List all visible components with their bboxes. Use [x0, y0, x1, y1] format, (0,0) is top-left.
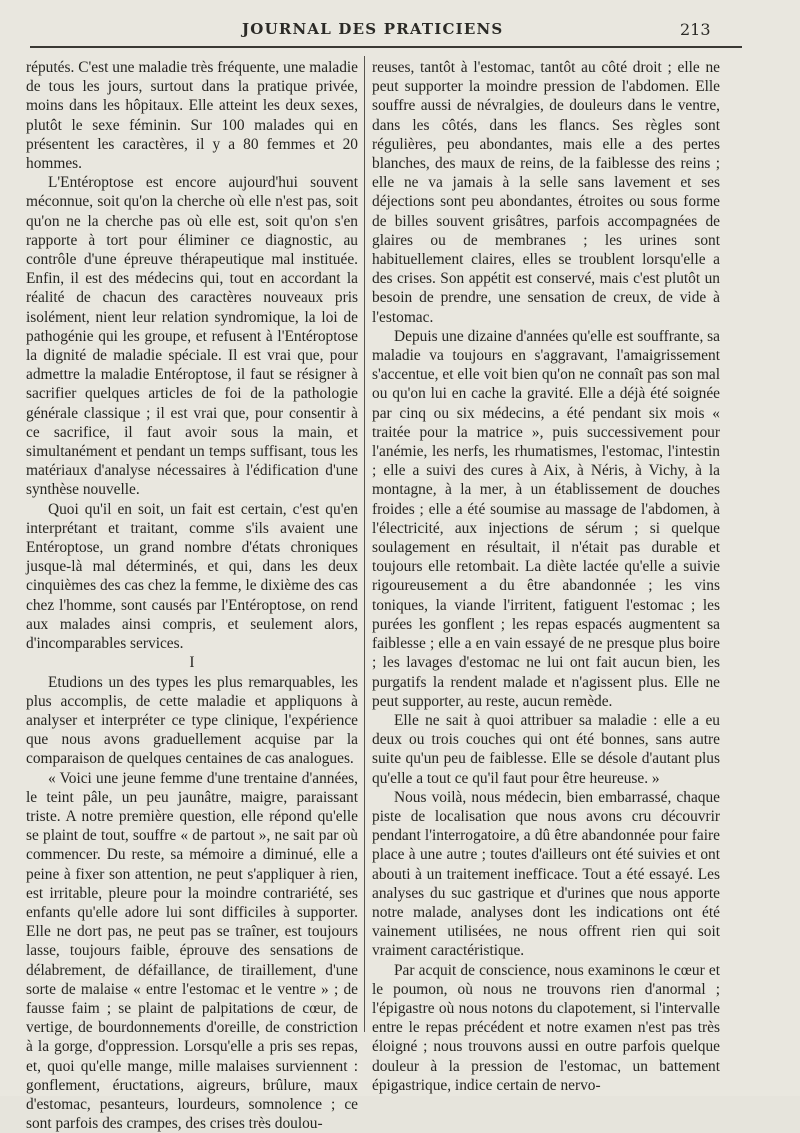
- paragraph: reuses, tantôt à l'estomac, tantôt au côté droit ; elle ne peut supporter la moindre pression de l'abdomen. Elle souffre aussi de névralgies, de douleurs dans le ventre, dans les côtés, dans les flancs. Ses règles sont régulières, peu abondantes, mais elle a des pertes blanches, des maux de reins, de la faiblesse des reins ; elle ne va jamais à la selle sans lavement et ses déjections sont peu abondantes, étroites ou sous forme de billes souvent grisâtres, parfois accompagnées de glaires ou de membranes ; les urines sont habituellement claires, elles se troublent lorsqu'elle a des crises. Son appétit est conservé, mais c'est plutôt un besoin de prendre, une sensation de creux, de vide à l'estomac.: [372, 59, 720, 326]
- paragraph: « Voici une jeune femme d'une trentaine d'années, le teint pâle, un peu jaunâtre, maigre, paraissant triste. A notre première question, elle répond qu'elle se plaint de tout, souffre « de partout », ne sait par où commencer. Du reste, sa mémoire a diminué, elle a peine à fixer son attention, ne peut s'appliquer à rien, est irritable, pleure pour la moindre contrariété, ses enfants qu'elle adore lui sont difficiles à supporter. Elle ne dort pas, ne peut pas se traîner, est toujours lasse, toujours faible, éprouve des sensations de délabrement, de défaillance, de tiraillement, d'une sorte de malaise « entre l'estomac et le ventre » ; de fausse faim ; se plaint de palpitations de cœur, de vertige, de bourdonnements d'oreille, de constriction à la gorge, d'oppression. Lorsqu'elle a pris ses repas, et, quoi qu'elle mange, mille malaises surviennent : gonflement, éructations, aigreurs, brûlure, maux d'estomac, pesanteurs, lourdeurs, somnolence ; ce sont parfois des crampes, des crises très doulou-: [26, 769, 358, 1133]
- paragraph: Depuis une dizaine d'années qu'elle est souffrante, sa maladie va toujours en s'aggravant, l'amaigrissement s'accentue, et elle voit bien qu'on ne connaît pas son mal ou qu'on lui en cache la gravité. Elle a déjà été soignée par cinq ou six médecins, a été pendant six mois « traitée pour la matrice », puis successivement pour l'anémie, les nerfs, les rhumatismes, l'estomac, l'intestin ; elle a suivi des cures à Aix, à Néris, à Vichy, à la montagne, à la mer, à un établissement de douches froides ; elle a été soumise au massage de l'abdomen, à l'électricité, aux injections de sérum ; si quelque soulagement en résultait, il n'était pas durable et toujours elle retombait. La diète lactée qu'elle a suivie rigoureusement a du être abandonnée ; les vins toniques, la viande l'irritent, fatiguent l'estomac ; les purées les gonflent ; les repas espacés augmentent sa faiblesse ; elle a en vain essayé de ne presque plus boire ; les lavages d'estomac ne lui ont fait aucun bien, les purgatifs la rendent malade et n'agissent plus. Elle ne peut supporter, au reste, aucun remède.: [372, 327, 720, 710]
- paragraph: réputés. C'est une maladie très fréquente, une maladie de tous les jours, surtout dans la pratique privée, moins dans les hôpitaux. Elle atteint les deux sexes, plutôt le sexe féminin. Sur 100 malades qui en présentent les caractères, il y a 80 femmes et 20 hommes.: [26, 59, 358, 173]
- column-divider: [364, 56, 365, 1032]
- running-title: JOURNAL DES PRATICIENS: [242, 20, 504, 38]
- paragraph: Quoi qu'il en soit, un fait est certain, c'est qu'en interprétant et traitant, comme s'ils avaient une Entéroptose, un grand nombre d'états chroniques jusque-là mal déterminés, et qui, dans les deux cinquièmes des cas chez la femme, le dixième des cas chez l'homme, sont causés par l'Entéroptose, on rend aux malades ainsi compris, et seulement alors, d'incomparables services.: [26, 500, 358, 653]
- paragraph: Par acquit de conscience, nous examinons le cœur et le poumon, où nous ne trouvons rien d'anormal ; l'épigastre où nous notons du clapotement, si l'intervalle entre le repas précédent et notre examen n'est pas très éloigné ; nous trouvons aussi en outre parfois quelque douleur à la pression de l'estomac, un battement épigastrique, indice certain de nervo-: [372, 961, 720, 1094]
- paragraph: Etudions un des types les plus remarquables, les plus accomplis, de cette maladie et appliquons à analyser et interpréter ce type clinique, l'expérience que nous avons graduellement acquise par la comparaison de quelques centaines de cas analogues.: [26, 673, 358, 768]
- paragraph: Elle ne sait à quoi attribuer sa maladie : elle a eu deux ou trois couches qui ont été bonnes, sans autre suite qu'un peu de faiblesse. Elle se désole d'autant plus qu'elle a tout ce qu'il faut pour être heureuse. »: [372, 711, 720, 787]
- left-column: [26, 58, 358, 1133]
- paragraph: Nous voilà, nous médecin, bien embarrassé, chaque piste de localisation que nous avons cru découvrir pendant l'interrogatoire, a dû être abandonnée pour faire place à une autre ; toutes d'ailleurs ont été suivies et ont abouti à un traitement inefficace. Tout a été essayé. Les analyses du suc gastrique et d'urines que nous apporte notre malade, analyses dont les indications ont été vainement utilisées, ne nous offrent rien qui soit vraiment caractéristique.: [372, 788, 720, 960]
- page-header: [0, 20, 800, 46]
- right-column: [372, 58, 720, 1095]
- page-number: 213: [680, 20, 711, 39]
- section-numeral: I: [189, 654, 195, 672]
- paragraph: L'Entéroptose est encore aujourd'hui souvent méconnue, soit qu'on la cherche où elle n'est pas, soit qu'on ne la cherche pas où elle est, soit qu'on s'en rapporte à tort pour éliminer ce diagnostic, au contrôle d'une épreuve thérapeutique mal instituée. Enfin, il est des médecins qui, tout en accordant la réalité de chacun des caractères nouveaux pris isolément, nient leur relation syndromique, la loi de pathogénie qui les groupe, et refusent à l'Entéroptose la dignité de maladie spéciale. Il est vrai que, pour admettre la maladie Entéroptose, il faut se résigner à sacrifier quelques articles de foi de la pathologie générale classique ; il est vrai que, pour consentir à ce sacrifice, il faut avoir sous la main, et simultanément et pendant un temps suffisant, tous les matériaux d'analyse nécessaires à l'édification d'une synthèse nouvelle.: [26, 174, 358, 499]
- header-rule: [30, 46, 742, 48]
